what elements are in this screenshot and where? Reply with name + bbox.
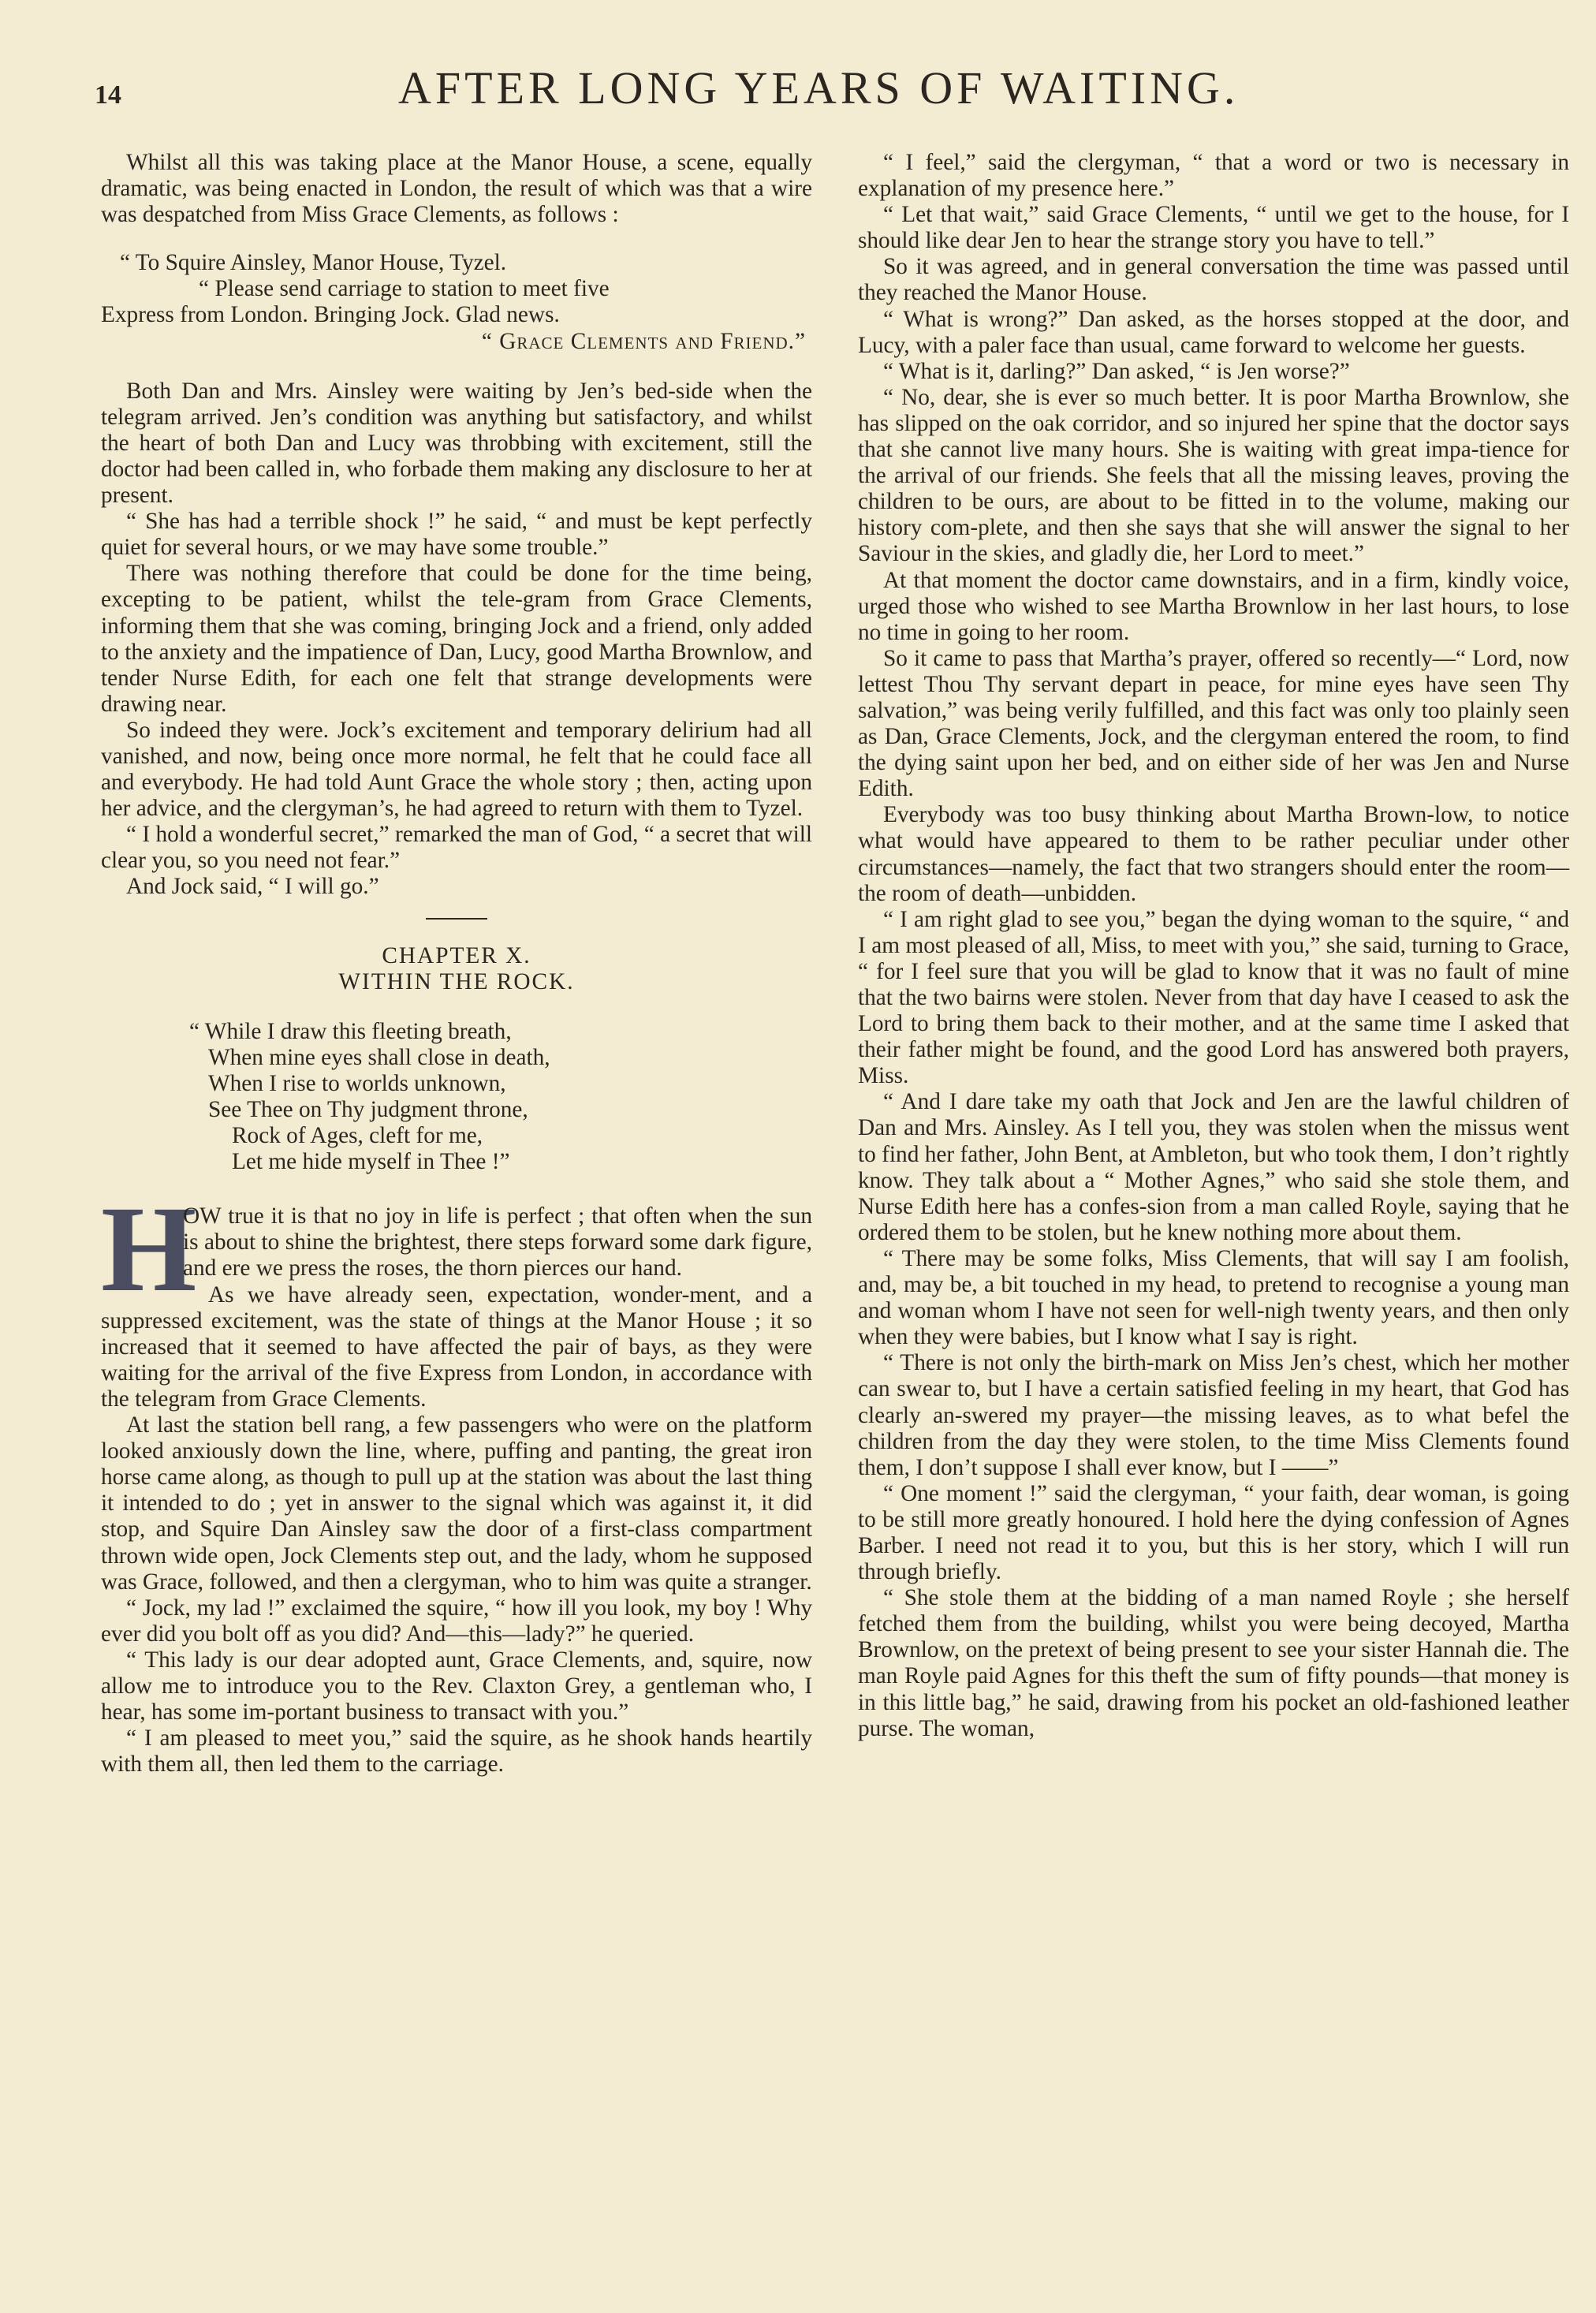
paragraph: So indeed they were. Jock’s excitement and temporary delirium had all vanished, and now, being once more normal, he felt that he could face all and everybody. He had told Aunt Grace the whole story ; then, acting upon her advice, and the clergyman’s, he had agreed to return with them to Tyzel.	[101, 717, 812, 822]
paragraph: “ I am right glad to see you,” began the dying woman to the squire, “ and I am most pleased of all, Miss, to meet with you,” she said, turning to Grace, “ for I feel sure that you will be glad to know that it was no fault of mine that the two bairns were stolen. Never from that day have I ceased to ask the Lord to bring them back to their mother, and at the same time I asked that their father might be found, and the good Lord has answered both prayers, Miss.	[858, 906, 1569, 1089]
telegram	[101, 250, 812, 354]
paragraph: OW true it is that no joy in life is perfect ; that often when the sun is about to shine the brightest, there steps forward some dark figure, and ere we press the roses, the thorn pierces our hand.	[183, 1203, 812, 1281]
paragraph: “ Jock, my lad !” exclaimed the squire, “ how ill you look, my boy ! Why ever did you bolt off as you did? And—this—lady?” he queried.	[101, 1595, 812, 1647]
paragraph: “ I am pleased to meet you,” said the squire, as he shook hands heartily with them all, then led them to the carriage.	[101, 1725, 812, 1778]
verse-line: See Thee on Thy judgment throne,	[208, 1097, 528, 1122]
section-divider	[426, 918, 487, 920]
paragraph: “ And I dare take my oath that Jock and Jen are the lawful children of Dan and Mrs. Ainsley. As I tell you, they was stolen when the missus went to find her father, John Bent, at Ambleton, but who took them, I don’t rightly know. They talk about a “ Mother Agnes,” who said she stole them, and Nurse Edith here has a confes-sion from a man called Royle, saying that he ordered them to be stolen, but he knew nothing more about them.	[858, 1089, 1569, 1245]
verse-line: Rock of Ages, cleft for me,	[232, 1123, 483, 1149]
paragraph: “ She has had a terrible shock !” he said, “ and must be kept perfectly quiet for several hours, or we may have some trouble.”	[101, 509, 812, 561]
paragraph: There was nothing therefore that could be done for the time being, excepting to be patient, whilst the tele-gram from Grace Clements, informing them that she was coming, bringing Jock and a friend, only added to the anxiety and the impatience of Dan, Lucy, good Martha Brownlow, and tender Nurse Edith, for each one felt that strange developments were drawing near.	[101, 561, 812, 717]
paragraph: “ There is not only the birth-mark on Miss Jen’s chest, which her mother can swear to, but I have a certain satisfied feeling in my heart, that God has clearly an-swered my prayer—the missing leaves, as to what befel the children from the day they were stolen, to the time Miss Clements found them, I don’t suppose I shall ever know, but I ——”	[858, 1350, 1569, 1480]
paragraph: “ No, dear, she is ever so much better. It is poor Martha Brownlow, she has slipped on the oak corridor, and so injured her spine that the doctor says that she cannot live many hours. She is waiting with great impa-tience for the arrival of our friends. She feels that all the missing leaves, proving the children to be ours, are about to be fitted in to the volume, making our history com-plete, and then she says that she will answer the signal to her Saviour in the skies, and gladly die, her Lord to meet.”	[858, 384, 1569, 567]
paragraph: Both Dan and Mrs. Ainsley were waiting by Jen’s bed-side when the telegram arrived. Jen’s condition was anything but satisfactory, and whilst the heart of both Dan and Lucy was throbbing with excitement, still the doctor had been called in, who forbade them making any disclosure to her at present.	[101, 378, 812, 509]
left-column	[101, 150, 812, 1778]
paragraph: At last the station bell rang, a few passengers who were on the platform looked anxiously down the line, where, puffing and panting, the great iron horse came along, as though to pull up at the station was about the last thing it intended to do ; yet in answer to the signal which was against it, it did stop, and Squire Dan Ainsley saw the door of a first-class compartment thrown wide open, Jock Clements step out, and the lady, whom he supposed was Grace, followed, and then a clergyman, who to him was quite a stranger.	[101, 1412, 812, 1595]
telegram-address: “ To Squire Ainsley, Manor House, Tyzel.	[120, 250, 507, 276]
drop-cap: H	[101, 1181, 197, 1318]
paragraph: “ What is it, darling?” Dan asked, “ is Jen worse?”	[883, 358, 1350, 384]
paragraph: Everybody was too busy thinking about Martha Brown-low, to notice what would have appeared to them to be rather peculiar under other circumstances—namely, the fact that two strangers should enter the room—the room of death—unbidden.	[858, 802, 1569, 906]
chapter-opening	[101, 1181, 812, 1412]
chapter-title: WITHIN THE ROCK.	[338, 968, 575, 994]
telegram-body-line: “ Please send carriage to station to meet five	[199, 276, 610, 302]
paragraph: So it was agreed, and in general conversation the time was passed until they reached the Manor House.	[858, 254, 1569, 306]
paragraph: “ One moment !” said the clergyman, “ your faith, dear woman, is going to be still more greatly honoured. I hold here the dying confession of Agnes Barber. I need not read it to you, but this is her story, which I will run through briefly.	[858, 1480, 1569, 1585]
paragraph: So it came to pass that Martha’s prayer, offered so recently—“ Lord, now lettest Thou Thy servant depart in peace, for mine eyes have seen Thy salvation,” was being verily fulfilled, and this fact was only too plainly seen as Dan, Grace Clements, Jock, and the clergyman entered the room, to find the dying saint upon her bed, and on either side of her was Jen and Nurse Edith.	[858, 645, 1569, 802]
verse-line: When mine eyes shall close in death,	[208, 1044, 550, 1070]
paragraph: Whilst all this was taking place at the Manor House, a scene, equally dramatic, was being enacted in London, the result of which was that a wire was despatched from Miss Grace Clements, as follows :	[101, 150, 812, 228]
paragraph: As we have already seen, expectation, wonder-ment, and a suppressed excitement, was the state of things at the Manor House ; it so increased that it seemed to have affected the pair of bays, as they were waiting for the arrival of the five Express from London, in accordance with the telegram from Grace Clements.	[101, 1281, 812, 1412]
paragraph: And Jock said, “ I will go.”	[126, 874, 379, 900]
telegram-signature: “ Grace Clements and Friend.”	[481, 328, 806, 354]
running-title: AFTER LONG YEARS OF WAITING.	[398, 62, 1240, 114]
page-header	[95, 62, 1577, 125]
verse-line: “ While I draw this fleeting breath,	[189, 1018, 512, 1044]
paragraph: “ This lady is our dear adopted aunt, Grace Clements, and, squire, now allow me to introduce you to the Rev. Claxton Grey, a gentleman who, I hear, has some im-portant business to transact with you.”	[101, 1647, 812, 1725]
paragraph: “ I feel,” said the clergyman, “ that a word or two is necessary in explanation of my presence here.”	[858, 150, 1569, 202]
page-number: 14	[95, 80, 121, 110]
paragraph: “ What is wrong?” Dan asked, as the horses stopped at the door, and Lucy, with a paler face than usual, came forward to welcome her guests.	[858, 306, 1569, 358]
verse-line: When I rise to worlds unknown,	[208, 1070, 506, 1096]
right-column	[858, 150, 1569, 1742]
paragraph: “ She stole them at the bidding of a man named Royle ; she herself fetched them from the building, whilst you were being decoyed, Martha Brownlow, on the pretext of being present to see your sister Hannah die. The man Royle paid Agnes for this theft the sum of fifty pounds—that money is in this little bag,” he said, drawing from his pocket an old-fashioned leather purse. The woman,	[858, 1585, 1569, 1741]
paragraph: At that moment the doctor came downstairs, and in a firm, kindly voice, urged those who wished to see Martha Brownlow in her last hours, to lose no time in going to her room.	[858, 567, 1569, 645]
paragraph: “ There may be some folks, Miss Clements, that will say I am foolish, and, may be, a bit touched in my head, to pretend to recognise a young man and woman whom I have not seen for well-nigh twenty years, and then only when they were babies, but I know what I say is right.	[858, 1245, 1569, 1350]
chapter-number: CHAPTER X.	[382, 942, 531, 968]
paragraph: “ Let that wait,” said Grace Clements, “ until we get to the house, for I should like dear Jen to hear the strange story you have to tell.”	[858, 202, 1569, 254]
verse-line: Let me hide myself in Thee !”	[232, 1149, 510, 1175]
paragraph: “ I hold a wonderful secret,” remarked the man of God, “ a secret that will clear you, so you need not fear.”	[101, 822, 812, 874]
telegram-body-line: Express from London. Bringing Jock. Glad news.	[101, 302, 560, 328]
verse-epigraph	[189, 1019, 812, 1176]
